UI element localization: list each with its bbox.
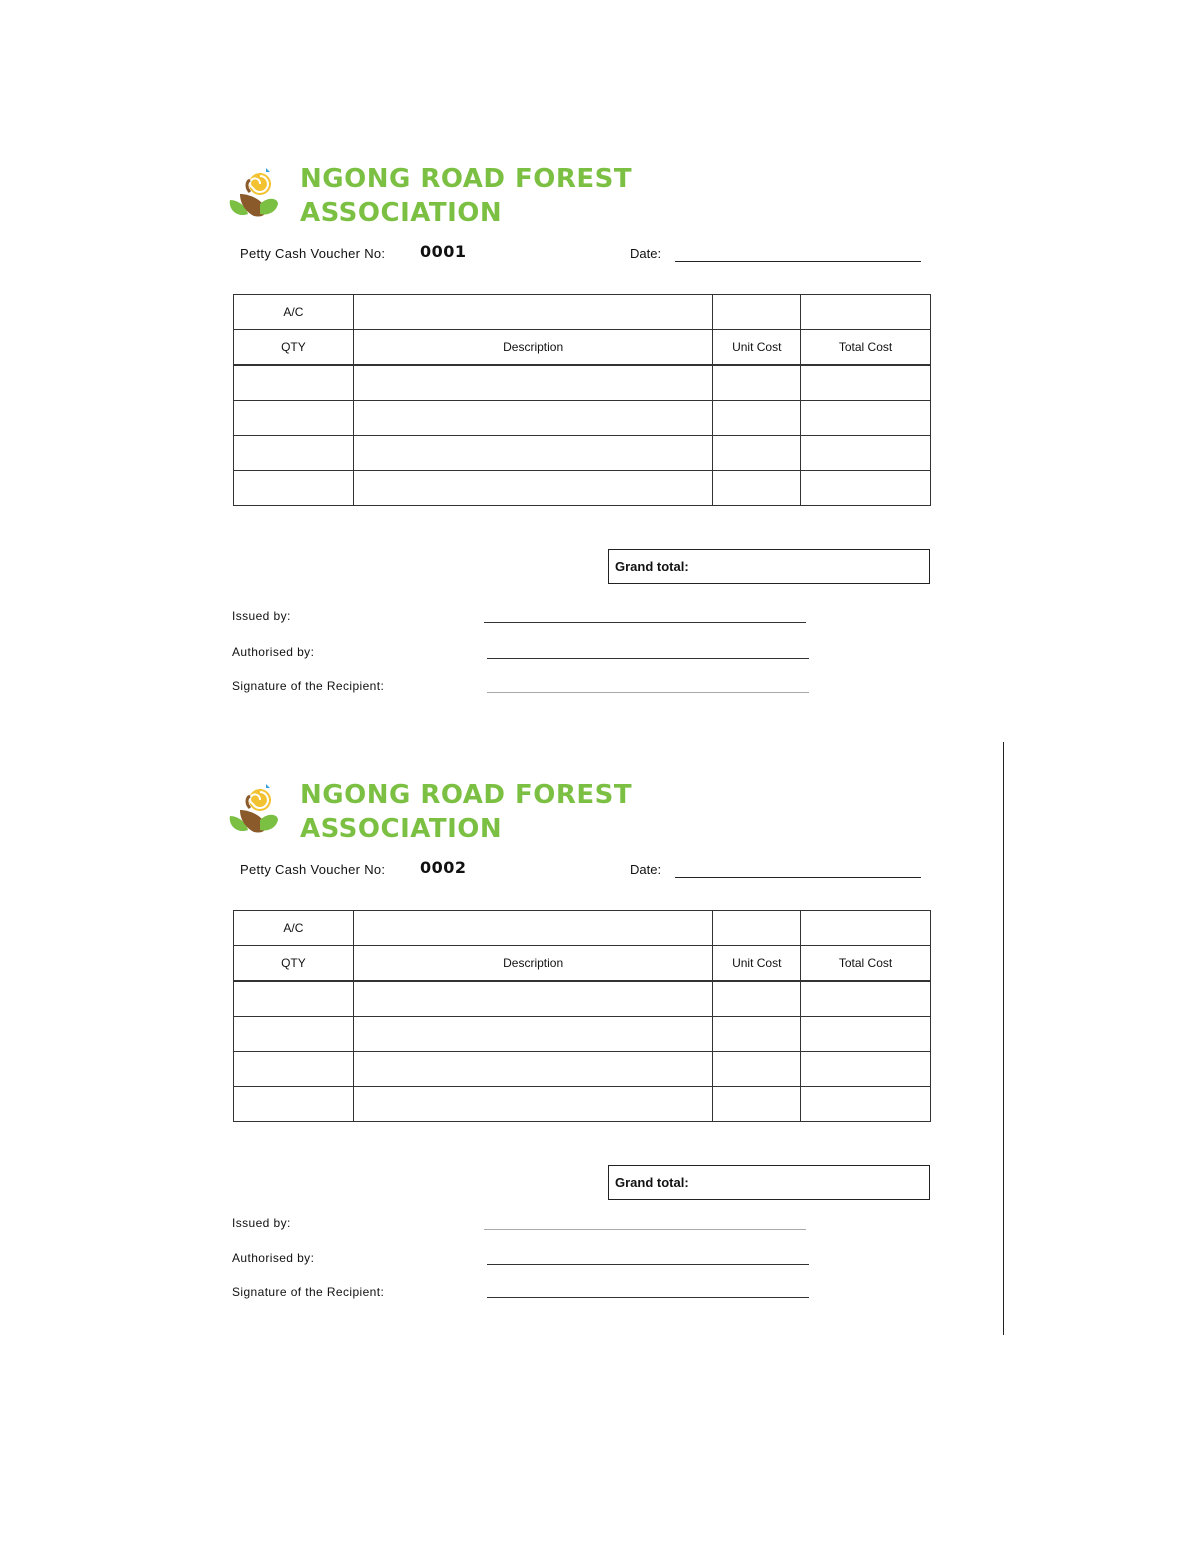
table-header-row	[234, 330, 931, 366]
account-cell-4[interactable]	[801, 295, 931, 330]
organization-name	[300, 162, 632, 230]
grand-total-label: Grand total:	[615, 1175, 689, 1190]
total-cost-cell[interactable]	[801, 1052, 931, 1087]
margin-rule-line	[1003, 742, 1004, 1335]
total-cost-cell[interactable]	[801, 1017, 931, 1052]
unit-cost-cell[interactable]	[713, 436, 801, 471]
organization-name-line1: NGONG ROAD FOREST	[300, 780, 633, 810]
authorised-by-label: Authorised by:	[232, 1251, 315, 1265]
total-cost-cell[interactable]	[801, 1087, 931, 1122]
total-cost-cell[interactable]	[801, 436, 931, 471]
voucher-1	[0, 0, 1200, 693]
voucher-number-label: Petty Cash Voucher No:	[240, 862, 386, 877]
total-cost-cell[interactable]	[801, 981, 931, 1017]
date-field-line[interactable]	[675, 261, 921, 262]
table-row	[234, 401, 931, 436]
organization-name-line1: NGONG ROAD FOREST	[300, 164, 633, 194]
unit-cost-cell[interactable]	[713, 401, 801, 436]
signature-label: Signature of the Recipient:	[232, 1285, 385, 1299]
account-label: A/C	[234, 911, 354, 946]
qty-cell[interactable]	[234, 1087, 354, 1122]
unit-cost-cell[interactable]	[713, 365, 801, 401]
organization-name	[300, 778, 632, 846]
description-cell[interactable]	[353, 1087, 713, 1122]
column-header-description: Description	[353, 946, 713, 982]
account-label: A/C	[234, 295, 354, 330]
date-label: Date:	[630, 246, 662, 261]
column-header-qty: QTY	[234, 330, 354, 366]
unit-cost-cell[interactable]	[713, 471, 801, 506]
signature-line[interactable]	[487, 1297, 809, 1298]
authorised-by-label: Authorised by:	[232, 645, 315, 659]
total-cost-cell[interactable]	[801, 365, 931, 401]
table-row	[234, 471, 931, 506]
forest-logo-icon	[226, 780, 280, 836]
description-cell[interactable]	[353, 436, 713, 471]
items-table	[233, 910, 931, 1122]
qty-cell[interactable]	[234, 401, 354, 436]
authorised-by-line[interactable]	[487, 1264, 809, 1265]
description-cell[interactable]	[353, 1017, 713, 1052]
voucher-2	[0, 616, 1200, 1299]
account-row	[234, 295, 931, 330]
unit-cost-cell[interactable]	[713, 981, 801, 1017]
table-row	[234, 1052, 931, 1087]
account-field[interactable]	[353, 911, 713, 946]
forest-logo-icon	[226, 164, 280, 220]
signature-label: Signature of the Recipient:	[232, 679, 385, 693]
qty-cell[interactable]	[234, 365, 354, 401]
unit-cost-cell[interactable]	[713, 1052, 801, 1087]
description-cell[interactable]	[353, 981, 713, 1017]
date-label: Date:	[630, 862, 662, 877]
qty-cell[interactable]	[234, 436, 354, 471]
account-row	[234, 911, 931, 946]
qty-cell[interactable]	[234, 1017, 354, 1052]
grand-total-box[interactable]	[608, 1165, 930, 1200]
qty-cell[interactable]	[234, 1052, 354, 1087]
table-row	[234, 1017, 931, 1052]
table-row	[234, 436, 931, 471]
column-header-description: Description	[353, 330, 713, 366]
issued-by-label: Issued by:	[232, 1216, 291, 1230]
organization-name-line2: ASSOCIATION	[300, 198, 503, 228]
column-header-total-cost: Total Cost	[801, 946, 931, 982]
column-header-unit-cost: Unit Cost	[713, 946, 801, 982]
description-cell[interactable]	[353, 365, 713, 401]
grand-total-label: Grand total:	[615, 559, 689, 574]
voucher-number-label: Petty Cash Voucher No:	[240, 246, 386, 261]
account-field[interactable]	[353, 295, 713, 330]
unit-cost-cell[interactable]	[713, 1087, 801, 1122]
date-field-line[interactable]	[675, 877, 921, 878]
table-row	[234, 981, 931, 1017]
qty-cell[interactable]	[234, 981, 354, 1017]
table-header-row	[234, 946, 931, 982]
account-cell-3[interactable]	[713, 295, 801, 330]
qty-cell[interactable]	[234, 471, 354, 506]
total-cost-cell[interactable]	[801, 401, 931, 436]
description-cell[interactable]	[353, 471, 713, 506]
organization-name-line2: ASSOCIATION	[300, 814, 503, 844]
table-row	[234, 365, 931, 401]
issued-by-label: Issued by:	[232, 609, 291, 623]
column-header-qty: QTY	[234, 946, 354, 982]
column-header-unit-cost: Unit Cost	[713, 330, 801, 366]
account-cell-3[interactable]	[713, 911, 801, 946]
column-header-total-cost: Total Cost	[801, 330, 931, 366]
grand-total-box[interactable]	[608, 549, 930, 584]
unit-cost-cell[interactable]	[713, 1017, 801, 1052]
description-cell[interactable]	[353, 401, 713, 436]
voucher-number-value: 0001	[420, 242, 467, 261]
total-cost-cell[interactable]	[801, 471, 931, 506]
voucher-number-value: 0002	[420, 858, 467, 877]
description-cell[interactable]	[353, 1052, 713, 1087]
issued-by-line[interactable]	[484, 1229, 806, 1230]
items-table	[233, 294, 931, 506]
table-row	[234, 1087, 931, 1122]
account-cell-4[interactable]	[801, 911, 931, 946]
